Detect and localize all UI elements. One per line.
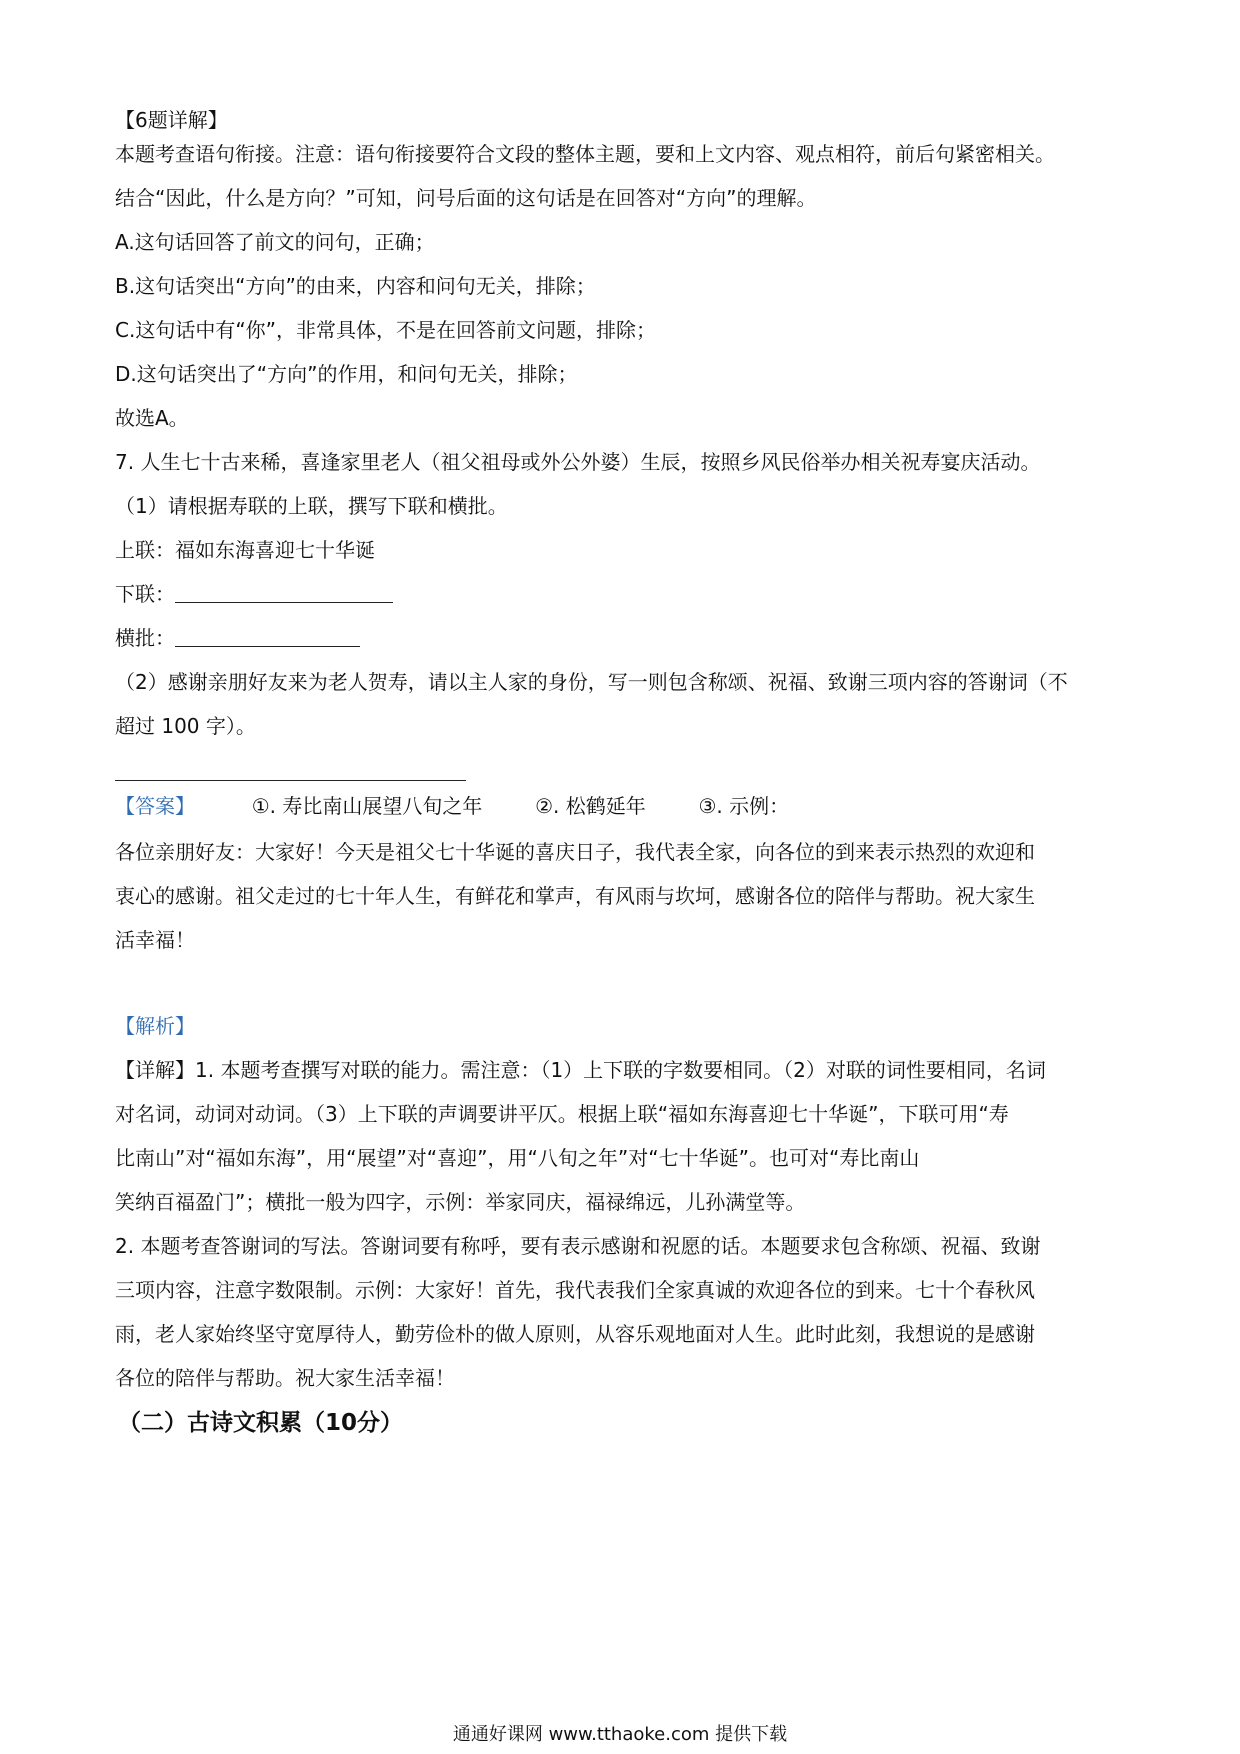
analysis-line-1: 【详解】1. 本题考查撰写对联的能力。需注意：（1）上下联的字数要相同。（2）对联的词性要相同，名词 xyxy=(115,1058,1046,1082)
q7-xialian xyxy=(115,580,1135,608)
q6-paragraph-1: 本题考查语句衔接。注意：语句衔接要符合文段的整体主题，要和上文内容、观点相符，前后句紧密相关。 xyxy=(115,142,1055,166)
section-heading: （二）古诗文积累（10分） xyxy=(118,1410,404,1436)
xialian-blank xyxy=(175,582,393,603)
hengpi-blank xyxy=(175,626,360,647)
answer-label: 【答案】 xyxy=(115,794,195,818)
analysis-line-4: 笑纳百福盈门”；横批一般为四字，示例：举家同庆，福禄绵远，儿孙满堂等。 xyxy=(115,1190,806,1214)
q7-sub2-line1: （2）感谢亲朋好友来为老人贺寿，请以主人家的身份，写一则包含称颂、祝福、致谢三项内容的答谢词（不 xyxy=(115,670,1068,694)
analysis-line-7: 雨，老人家始终坚守宽厚待人，勤劳俭朴的做人原则，从容乐观地面对人生。此时此刻，我想说的是感谢 xyxy=(115,1322,1035,1346)
analysis-line-8: 各位的陪伴与帮助。祝大家生活幸福！ xyxy=(115,1366,455,1390)
xialian-label: 下联： xyxy=(115,582,175,606)
q6-paragraph-2: 结合“因此，什么是方向？”可知，问号后面的这句话是在回答对“方向”的理解。 xyxy=(115,186,817,210)
analysis-line-5: 2. 本题考查答谢词的写法。答谢词要有称呼，要有表示感谢和祝愿的话。本题要求包含称颂、祝福、致谢 xyxy=(115,1234,1041,1258)
answer-line-3: 活幸福！ xyxy=(115,928,195,952)
answer-row xyxy=(115,792,1135,820)
answer-line-2: 衷心的感谢。祖父走过的七十年人生，有鲜花和掌声，有风雨与坎坷，感谢各位的陪伴与帮助。祝大家生 xyxy=(115,884,1035,908)
answer-rule xyxy=(115,780,466,781)
q7-sub2-line2: 超过 100 字）。 xyxy=(115,714,256,738)
answer-2: ②. 松鹤延年 xyxy=(535,794,646,818)
q6-option-b: B.这句话突出“方向”的由来，内容和问句无关，排除； xyxy=(115,274,596,298)
q6-option-c: C.这句话中有“你”，非常具体，不是在回答前文问题，排除； xyxy=(115,318,657,342)
answer-line-1: 各位亲朋好友：大家好！今天是祖父七十华诞的喜庆日子，我代表全家，向各位的到来表示热烈的欢迎和 xyxy=(115,840,1035,864)
q7-hengpi xyxy=(115,624,1135,652)
analysis-line-2: 对名词，动词对动词。（3）上下联的声调要讲平仄。根据上联“福如东海喜迎七十华诞”，下联可用“寿 xyxy=(115,1102,1009,1126)
page-footer: 通通好课网 www.tthaoke.com 提供下载 xyxy=(452,1724,788,1745)
analysis-label: 【解析】 xyxy=(115,1014,195,1038)
analysis-line-3: 比南山”对“福如东海”，用“展望”对“喜迎”，用“八旬之年”对“七十华诞”。也可对“寿比南山 xyxy=(115,1146,920,1170)
q7-shanglian: 上联：福如东海喜迎七十华诞 xyxy=(115,538,375,562)
answer-1: ①. 寿比南山展望八旬之年 xyxy=(251,794,483,818)
answer-3: ③. 示例： xyxy=(698,794,790,818)
q6-option-d: D.这句话突出了“方向”的作用，和问句无关，排除； xyxy=(115,362,578,386)
q7-stem: 7. 人生七十古来稀，喜逢家里老人（祖父祖母或外公外婆）生辰，按照乡风民俗举办相关祝寿宴庆活动。 xyxy=(115,450,1041,474)
analysis-line-6: 三项内容，注意字数限制。示例：大家好！首先，我代表我们全家真诚的欢迎各位的到来。七十个春秋风 xyxy=(115,1278,1035,1302)
q6-conclusion: 故选A。 xyxy=(115,406,189,430)
q7-sub1: （1）请根据寿联的上联，撰写下联和横批。 xyxy=(115,494,508,518)
hengpi-label: 横批： xyxy=(115,626,175,650)
q6-option-a: A.这句话回答了前文的问句，正确； xyxy=(115,230,435,254)
q6-header: 【6题详解】 xyxy=(115,108,228,132)
